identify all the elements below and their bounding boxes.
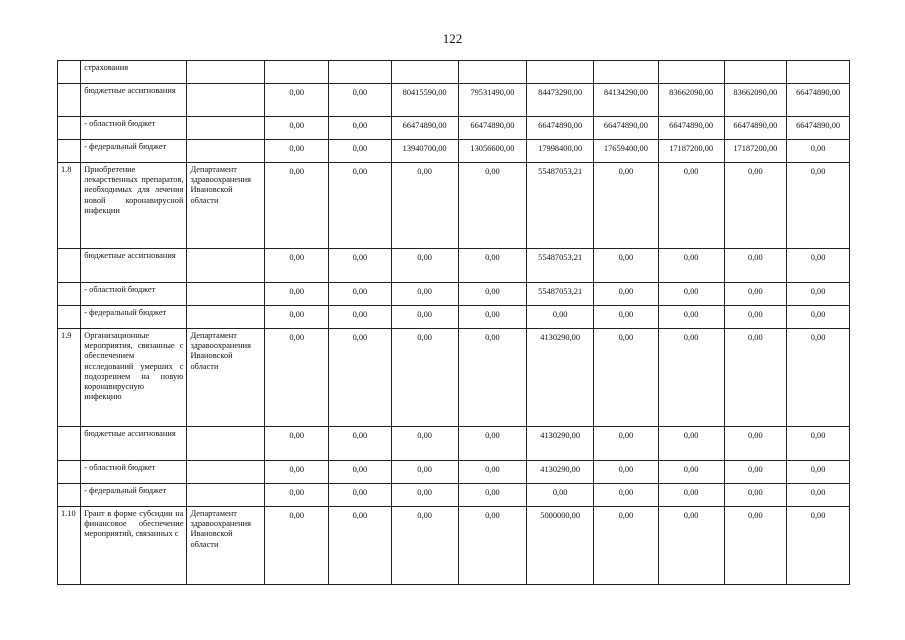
- amount-cell: 0,00: [724, 329, 787, 427]
- amount-cell: 17187200,00: [658, 140, 724, 163]
- table-row: [58, 461, 850, 484]
- row-index-cell: 1.9: [58, 329, 81, 427]
- amount-cell: [658, 61, 724, 84]
- amount-cell: 0,00: [458, 507, 527, 585]
- amount-cell: 0,00: [458, 163, 527, 249]
- amount-cell: 0,00: [787, 249, 850, 283]
- budget-table: [57, 60, 850, 585]
- row-index-cell: [58, 61, 81, 84]
- amount-cell: 66474890,00: [787, 84, 850, 117]
- executor-cell: [187, 461, 265, 484]
- table-row: [58, 61, 850, 84]
- amount-cell: 66474890,00: [724, 117, 787, 140]
- amount-cell: 0,00: [594, 484, 659, 507]
- amount-cell: 0,00: [329, 84, 392, 117]
- item-name-cell: Грант в форме субсидии на финансовое обеспечение мероприятий, связанных с: [81, 507, 187, 585]
- amount-cell: 84134290,00: [594, 84, 659, 117]
- amount-cell: 0,00: [265, 163, 329, 249]
- amount-cell: 0,00: [594, 306, 659, 329]
- item-name-cell: - федеральный бюджет: [81, 306, 187, 329]
- amount-cell: 17659400,00: [594, 140, 659, 163]
- amount-cell: 0,00: [265, 507, 329, 585]
- amount-cell: 0,00: [329, 427, 392, 461]
- amount-cell: 0,00: [787, 329, 850, 427]
- amount-cell: [458, 61, 527, 84]
- amount-cell: 0,00: [787, 507, 850, 585]
- executor-cell: Департамент здравоохранения Ивановской области: [187, 507, 265, 585]
- amount-cell: 0,00: [329, 461, 392, 484]
- row-index-cell: [58, 140, 81, 163]
- table-row: [58, 249, 850, 283]
- amount-cell: 0,00: [265, 117, 329, 140]
- amount-cell: 0,00: [527, 306, 594, 329]
- amount-cell: 0,00: [724, 461, 787, 484]
- amount-cell: 66474890,00: [458, 117, 527, 140]
- amount-cell: 17998400,00: [527, 140, 594, 163]
- amount-cell: 0,00: [594, 427, 659, 461]
- executor-cell: [187, 306, 265, 329]
- table-row: [58, 117, 850, 140]
- amount-cell: 0,00: [265, 140, 329, 163]
- table-row: [58, 283, 850, 306]
- amount-cell: 0,00: [458, 484, 527, 507]
- table-row: [58, 484, 850, 507]
- row-index-cell: [58, 249, 81, 283]
- executor-cell: [187, 427, 265, 461]
- amount-cell: 4130290,00: [527, 427, 594, 461]
- row-index-cell: [58, 306, 81, 329]
- row-index-cell: [58, 283, 81, 306]
- amount-cell: 13940700,00: [391, 140, 458, 163]
- amount-cell: 0,00: [265, 427, 329, 461]
- amount-cell: 80415590,00: [391, 84, 458, 117]
- item-name-cell: бюджетные ассигнования: [81, 84, 187, 117]
- amount-cell: 0,00: [329, 484, 392, 507]
- row-index-cell: 1.10: [58, 507, 81, 585]
- table-row: [58, 427, 850, 461]
- amount-cell: 0,00: [658, 249, 724, 283]
- amount-cell: [787, 61, 850, 84]
- item-name-cell: страхования: [81, 61, 187, 84]
- amount-cell: 66474890,00: [594, 117, 659, 140]
- amount-cell: 0,00: [594, 249, 659, 283]
- executor-cell: [187, 61, 265, 84]
- amount-cell: 0,00: [329, 163, 392, 249]
- amount-cell: 0,00: [329, 507, 392, 585]
- amount-cell: [594, 61, 659, 84]
- item-name-cell: Приобретение лекарственных препаратов, необходимых для лечения новой коронавирусной инфекции: [81, 163, 187, 249]
- amount-cell: 0,00: [724, 507, 787, 585]
- amount-cell: 66474890,00: [391, 117, 458, 140]
- amount-cell: 83662090,00: [658, 84, 724, 117]
- item-name-cell: - федеральный бюджет: [81, 484, 187, 507]
- amount-cell: 0,00: [329, 117, 392, 140]
- amount-cell: 0,00: [391, 163, 458, 249]
- item-name-cell: - областной бюджет: [81, 283, 187, 306]
- amount-cell: 0,00: [458, 283, 527, 306]
- row-index-cell: 1.8: [58, 163, 81, 249]
- amount-cell: 0,00: [658, 507, 724, 585]
- amount-cell: [527, 61, 594, 84]
- table-row: [58, 329, 850, 427]
- executor-cell: [187, 484, 265, 507]
- amount-cell: 0,00: [265, 329, 329, 427]
- amount-cell: 55487053,21: [527, 249, 594, 283]
- item-name-cell: - областной бюджет: [81, 461, 187, 484]
- amount-cell: 0,00: [724, 249, 787, 283]
- amount-cell: 0,00: [391, 461, 458, 484]
- amount-cell: 0,00: [658, 163, 724, 249]
- executor-cell: [187, 283, 265, 306]
- amount-cell: 0,00: [658, 484, 724, 507]
- executor-cell: Департамент здравоохранения Ивановской области: [187, 329, 265, 427]
- executor-cell: [187, 117, 265, 140]
- amount-cell: 66474890,00: [787, 117, 850, 140]
- amount-cell: 0,00: [458, 249, 527, 283]
- amount-cell: 0,00: [265, 283, 329, 306]
- amount-cell: 0,00: [391, 329, 458, 427]
- table-row: [58, 84, 850, 117]
- row-index-cell: [58, 427, 81, 461]
- amount-cell: 0,00: [658, 329, 724, 427]
- amount-cell: 0,00: [391, 427, 458, 461]
- amount-cell: 0,00: [594, 507, 659, 585]
- amount-cell: 0,00: [787, 140, 850, 163]
- amount-cell: 0,00: [594, 461, 659, 484]
- executor-cell: [187, 249, 265, 283]
- table-row: [58, 306, 850, 329]
- amount-cell: 13056600,00: [458, 140, 527, 163]
- amount-cell: 0,00: [658, 306, 724, 329]
- amount-cell: 0,00: [391, 306, 458, 329]
- amount-cell: 0,00: [329, 249, 392, 283]
- amount-cell: 55487053,21: [527, 283, 594, 306]
- amount-cell: 0,00: [658, 461, 724, 484]
- amount-cell: 0,00: [724, 306, 787, 329]
- amount-cell: 79531490,00: [458, 84, 527, 117]
- amount-cell: 0,00: [391, 283, 458, 306]
- amount-cell: 0,00: [787, 427, 850, 461]
- row-index-cell: [58, 84, 81, 117]
- amount-cell: 0,00: [458, 427, 527, 461]
- amount-cell: 0,00: [724, 283, 787, 306]
- amount-cell: 0,00: [391, 507, 458, 585]
- amount-cell: 0,00: [265, 461, 329, 484]
- executor-cell: [187, 140, 265, 163]
- amount-cell: 0,00: [594, 163, 659, 249]
- amount-cell: 0,00: [265, 249, 329, 283]
- item-name-cell: бюджетные ассигнования: [81, 427, 187, 461]
- row-index-cell: [58, 461, 81, 484]
- amount-cell: 0,00: [265, 306, 329, 329]
- item-name-cell: бюджетные ассигнования: [81, 249, 187, 283]
- amount-cell: 0,00: [329, 306, 392, 329]
- amount-cell: 0,00: [594, 283, 659, 306]
- item-name-cell: - федеральный бюджет: [81, 140, 187, 163]
- amount-cell: 0,00: [329, 140, 392, 163]
- amount-cell: 0,00: [527, 484, 594, 507]
- amount-cell: 5000000,00: [527, 507, 594, 585]
- amount-cell: 84473290,00: [527, 84, 594, 117]
- page-number: 122: [442, 31, 463, 46]
- amount-cell: 0,00: [787, 163, 850, 249]
- amount-cell: 0,00: [787, 283, 850, 306]
- table-row: [58, 140, 850, 163]
- amount-cell: 0,00: [329, 283, 392, 306]
- amount-cell: [329, 61, 392, 84]
- item-name-cell: - областной бюджет: [81, 117, 187, 140]
- amount-cell: 0,00: [329, 329, 392, 427]
- amount-cell: 66474890,00: [658, 117, 724, 140]
- table-row: [58, 163, 850, 249]
- amount-cell: 0,00: [458, 306, 527, 329]
- amount-cell: 0,00: [458, 461, 527, 484]
- executor-cell: Департамент здравоохранения Ивановской области: [187, 163, 265, 249]
- row-index-cell: [58, 484, 81, 507]
- amount-cell: 0,00: [724, 163, 787, 249]
- amount-cell: 0,00: [458, 329, 527, 427]
- amount-cell: 0,00: [658, 283, 724, 306]
- amount-cell: 0,00: [265, 84, 329, 117]
- amount-cell: 0,00: [787, 461, 850, 484]
- amount-cell: 4130290,00: [527, 461, 594, 484]
- amount-cell: 66474890,00: [527, 117, 594, 140]
- amount-cell: 4130290,00: [527, 329, 594, 427]
- executor-cell: [187, 84, 265, 117]
- amount-cell: [724, 61, 787, 84]
- amount-cell: 0,00: [787, 306, 850, 329]
- amount-cell: 0,00: [724, 427, 787, 461]
- amount-cell: 0,00: [594, 329, 659, 427]
- amount-cell: 55487053,21: [527, 163, 594, 249]
- amount-cell: 0,00: [265, 484, 329, 507]
- amount-cell: 0,00: [787, 484, 850, 507]
- amount-cell: 0,00: [658, 427, 724, 461]
- amount-cell: 0,00: [391, 249, 458, 283]
- amount-cell: 17187200,00: [724, 140, 787, 163]
- amount-cell: 0,00: [724, 484, 787, 507]
- amount-cell: [265, 61, 329, 84]
- item-name-cell: Организационные мероприятия, связанные с обеспечением исследований умерших с подозрением на новую коронавирусную инфекцию: [81, 329, 187, 427]
- amount-cell: [391, 61, 458, 84]
- amount-cell: 83662090,00: [724, 84, 787, 117]
- row-index-cell: [58, 117, 81, 140]
- table-row: [58, 507, 850, 585]
- amount-cell: 0,00: [391, 484, 458, 507]
